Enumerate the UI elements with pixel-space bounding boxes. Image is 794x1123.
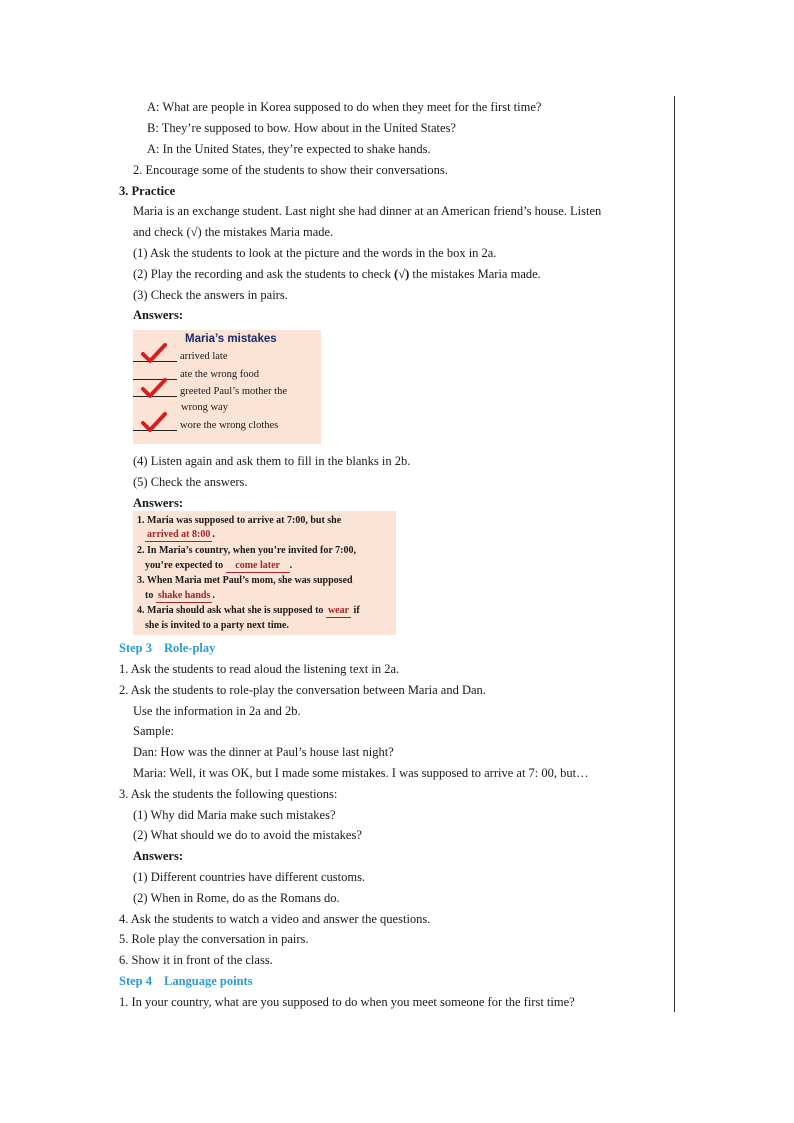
answer-sentence-3-cont: to shake hands . (145, 590, 215, 601)
practice-step-3: (3) Check the answers in pairs. (133, 288, 288, 302)
check-icon (141, 412, 167, 432)
mistake-row-3 (133, 384, 287, 397)
answer-sentence-1-cont: arrived at 8:00 . (147, 529, 215, 540)
mistake-item: greeted Paul’s mother the (180, 386, 288, 397)
mistake-item-continuation: wrong way (181, 402, 228, 413)
step-3-number: Step 3 (119, 641, 152, 655)
mistake-item: wore the wrong clothes (180, 420, 279, 431)
check-icon (141, 343, 167, 363)
answer-sentence-4-cont: she is invited to a party next time. (145, 620, 289, 631)
roleplay-item-2-cont: Use the information in 2a and 2b. (133, 704, 301, 718)
sample-label: Sample: (133, 724, 174, 738)
check-icon (141, 378, 167, 398)
dialog-line-a1: A: What are people in Korea supposed to do when they meet for the first time? (147, 100, 542, 114)
answers-label-2: Answers: (133, 496, 183, 510)
mistake-item: arrived late (180, 351, 228, 362)
answer-blank (133, 349, 177, 362)
answer-sentence-4 (137, 604, 360, 618)
answer-sentence-2-text: you’re expected to (145, 560, 226, 571)
answer-fill-3: shake hands (157, 590, 211, 601)
question-2: (2) What should we do to avoid the mistakes? (133, 828, 362, 842)
roleplay-item-1: 1. Ask the students to read aloud the listening text in 2a. (119, 662, 400, 676)
answer-fill-1: arrived at 8:00 (147, 529, 211, 540)
answer-1: (1) Different countries have different customs. (133, 870, 366, 884)
answer-fill-2: come later (226, 559, 290, 573)
answer-blank (133, 384, 177, 397)
answer-sentence-3-text: to (145, 590, 156, 601)
table-right-border (674, 96, 675, 1012)
practice-intro-2: and check (√) the mistakes Maria made. (133, 225, 334, 239)
sample-dan: Dan: How was the dinner at Paul’s house last night? (133, 745, 394, 759)
dialog-line-a2: A: In the United States, they’re expected to shake hands. (147, 142, 431, 156)
practice-step-2-a: (2) Play the recording and ask the students to check (133, 267, 395, 281)
roleplay-item-6: 6. Show it in front of the class. (119, 953, 273, 967)
practice-step-2 (133, 266, 541, 282)
step-3-heading (119, 640, 215, 656)
practice-step-2-c: the mistakes Maria made. (409, 267, 541, 281)
step-4-heading (119, 973, 253, 989)
practice-step-4: (4) Listen again and ask them to fill in the blanks in 2b. (133, 454, 411, 468)
fill-in-answers-box (133, 511, 396, 635)
answer-blank (133, 418, 177, 431)
answer-2: (2) When in Rome, do as the Romans do. (133, 891, 340, 905)
mistake-item: ate the wrong food (180, 369, 260, 380)
answer-sentence-2: 2. In Maria’s country, when you’re invited for 7:00, (137, 545, 356, 556)
dialog-line-b: B: They’re supposed to bow. How about in the United States? (147, 121, 456, 135)
mistake-row-1 (133, 349, 228, 362)
roleplay-item-3: 3. Ask the students the following questions: (119, 787, 338, 801)
mistakes-box-title: Maria’s mistakes (185, 333, 277, 345)
check-mark-symbol: (√) (394, 267, 410, 281)
answer-sentence-4-end: if (351, 605, 360, 616)
answers-label-1: Answers: (133, 308, 183, 322)
instruction-2: 2. Encourage some of the students to show their conversations. (133, 163, 448, 177)
marias-mistakes-box (133, 330, 321, 444)
sample-maria: Maria: Well, it was OK, but I made some mistakes. I was supposed to arrive at 7: 00, but… (133, 766, 589, 780)
answer-sentence-4-text: 4. Maria should ask what she is supposed to (137, 605, 326, 616)
mistake-row-4 (133, 418, 278, 431)
answer-sentence-2-cont: you’re expected to come later . (145, 560, 293, 571)
answers-label-3: Answers: (133, 849, 183, 863)
step-4-label: Language points (164, 974, 253, 988)
roleplay-item-4: 4. Ask the students to watch a video and answer the questions. (119, 912, 431, 926)
language-point-1: 1. In your country, what are you supposed to do when you meet someone for the first time? (119, 995, 575, 1009)
step-4-number: Step 4 (119, 974, 152, 988)
answer-fill-4: wear (327, 605, 350, 616)
step-3-label: Role-play (164, 641, 216, 655)
practice-step-1: (1) Ask the students to look at the picture and the words in the box in 2a. (133, 246, 497, 260)
section-practice-heading: 3. Practice (119, 184, 176, 198)
practice-intro-1: Maria is an exchange student. Last night she had dinner at an American friend’s house. Listen (133, 204, 602, 218)
answer-sentence-1: 1. Maria was supposed to arrive at 7:00, but she (137, 515, 342, 526)
roleplay-item-2: 2. Ask the students to role-play the conversation between Maria and Dan. (119, 683, 486, 697)
roleplay-item-5: 5. Role play the conversation in pairs. (119, 932, 309, 946)
practice-step-5: (5) Check the answers. (133, 475, 248, 489)
answer-sentence-3: 3. When Maria met Paul’s mom, she was supposed (137, 575, 353, 586)
question-1: (1) Why did Maria make such mistakes? (133, 808, 336, 822)
